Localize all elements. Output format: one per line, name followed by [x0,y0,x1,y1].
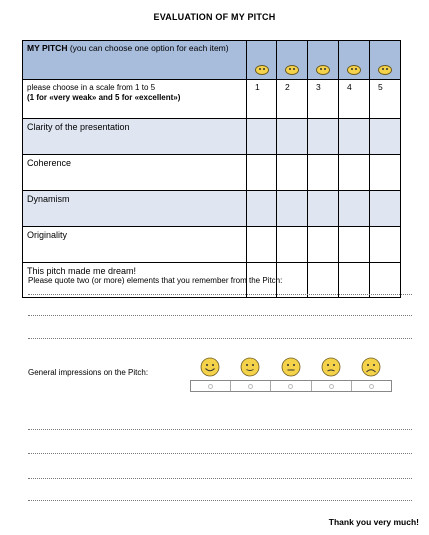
rating-cell[interactable] [370,155,401,191]
quote-prompt: Please quote two (or more) elements that you remember from the Pitch: [28,276,283,285]
rating-cell[interactable] [339,263,370,298]
rating-cell[interactable] [277,155,308,191]
rating-cell[interactable] [308,263,339,298]
scale-line-1: please choose in a scale from 1 to 5 [27,83,156,92]
rating-cell[interactable] [339,155,370,191]
criterion-label: Clarity of the presentation [23,119,247,155]
rating-cell[interactable] [370,191,401,227]
rating-cell[interactable] [308,119,339,155]
answer-line[interactable] [28,315,412,316]
rating-cell[interactable] [339,227,370,263]
smiley-icon [255,65,269,75]
very-sad-face-icon[interactable] [361,357,381,377]
closing-text: Thank you very much! [328,517,419,527]
table-row [23,227,401,263]
table-header-label [23,41,247,80]
rating-cell[interactable] [247,227,277,263]
impression-options [190,380,392,392]
scale-2: 2 [277,80,308,119]
criterion-label: This pitch made me dream! [23,263,247,298]
answer-line[interactable] [28,294,412,295]
scale-5: 5 [370,80,401,119]
smiley-icon [378,65,392,75]
rating-cell[interactable] [308,191,339,227]
impression-radio[interactable] [352,381,391,391]
rating-cell[interactable] [277,227,308,263]
rating-cell[interactable] [277,119,308,155]
rating-cell[interactable] [277,191,308,227]
header-rest: (you can choose one option for each item) [67,43,229,53]
answer-line[interactable] [28,500,412,501]
scale-instructions [23,80,247,119]
impression-radio[interactable] [271,381,311,391]
table-row [23,191,401,227]
rating-cell[interactable] [339,119,370,155]
happy-face-icon[interactable] [240,357,260,377]
impression-radio[interactable] [312,381,352,391]
rating-cell[interactable] [370,263,401,298]
impression-radio[interactable] [191,381,231,391]
rating-cell[interactable] [308,227,339,263]
evaluation-table [22,40,400,276]
header-bold: MY PITCH [27,43,68,53]
answer-line[interactable] [28,429,412,430]
very-happy-face-icon[interactable] [200,357,220,377]
answer-line[interactable] [28,453,412,454]
rating-cell[interactable] [247,191,277,227]
scale-3: 3 [308,80,339,119]
scale-line-2: (1 for «very weak» and 5 for «excellent») [27,93,181,102]
smiley-icon [347,65,361,75]
rating-cell[interactable] [339,191,370,227]
smiley-icon [316,65,330,75]
rating-cell[interactable] [247,155,277,191]
answer-line[interactable] [28,478,412,479]
rating-cell[interactable] [370,119,401,155]
neutral-face-icon[interactable] [281,357,301,377]
scale-4: 4 [339,80,370,119]
impression-radio[interactable] [231,381,271,391]
criterion-label: Originality [23,227,247,263]
criterion-label: Dynamism [23,191,247,227]
rating-cell[interactable] [247,119,277,155]
scale-1: 1 [247,80,277,119]
table-row [23,119,401,155]
sad-face-icon[interactable] [321,357,341,377]
table-header-row [23,41,401,80]
rating-cell[interactable] [370,227,401,263]
answer-line[interactable] [28,338,412,339]
rating-cell[interactable] [308,155,339,191]
smiley-icon [285,65,299,75]
scale-row [23,80,401,119]
page-title: EVALUATION OF MY PITCH [153,12,276,22]
criterion-label: Coherence [23,155,247,191]
table-row [23,155,401,191]
impressions-label: General impressions on the Pitch: [28,368,149,377]
